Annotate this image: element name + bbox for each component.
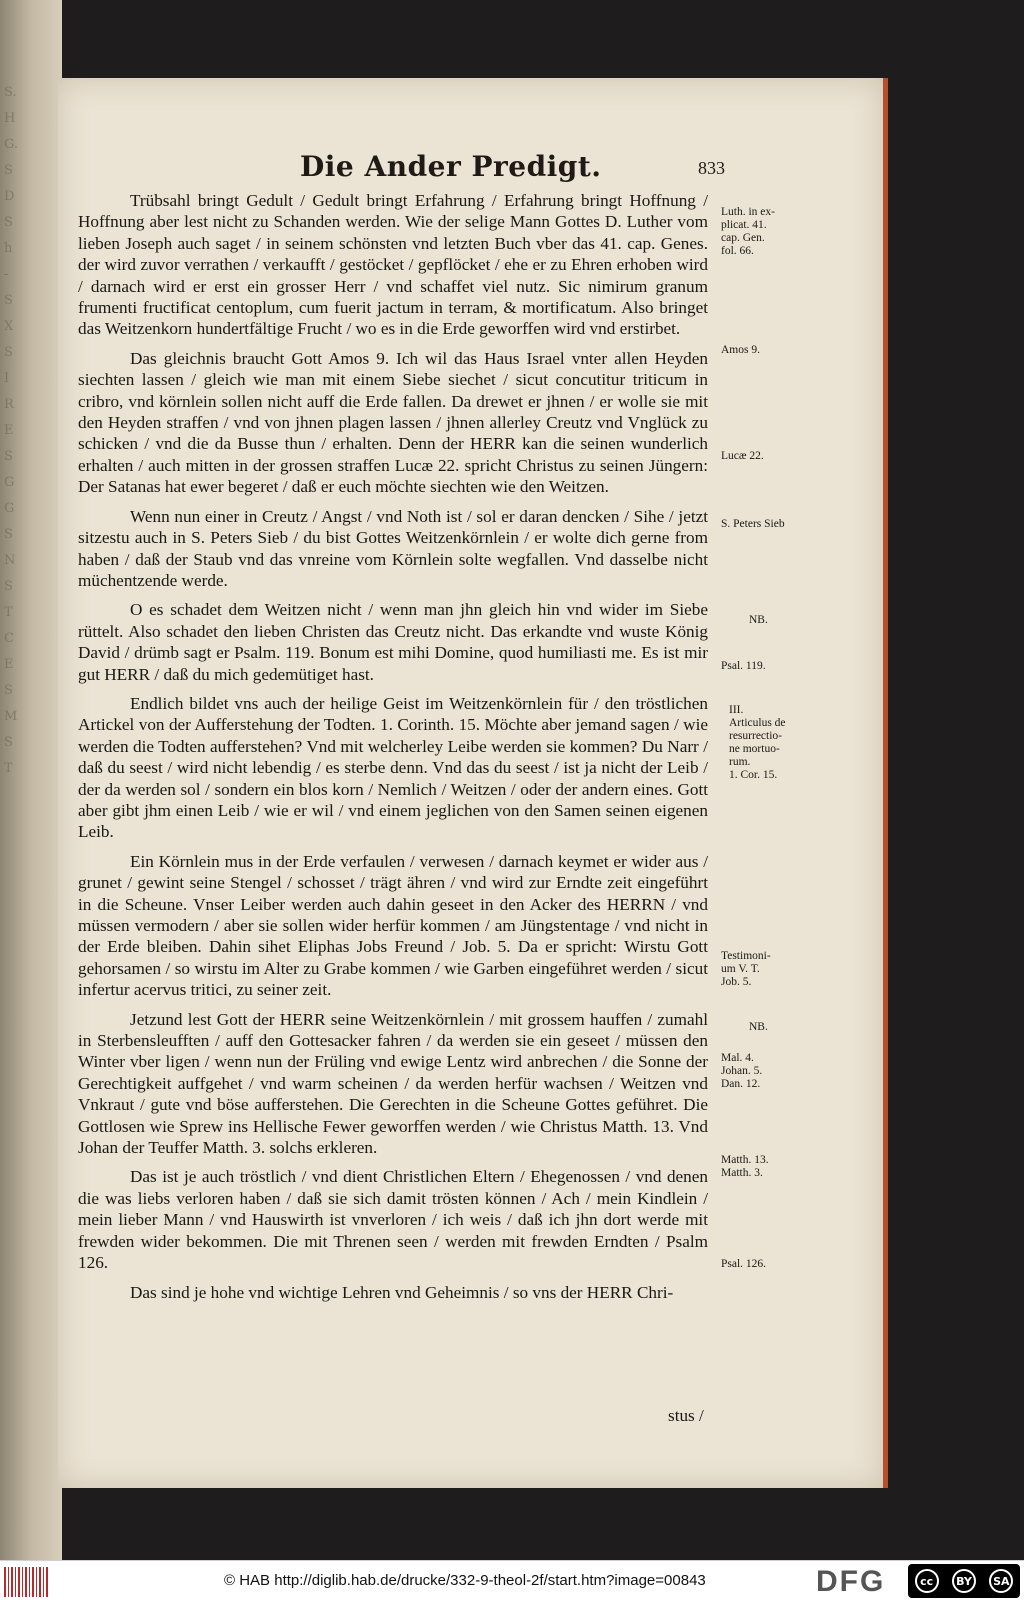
cc-icon: cc — [915, 1569, 939, 1593]
viewer-footer — [0, 1560, 1024, 1601]
marginal-note: Amos 9. — [721, 344, 760, 356]
facing-page-text: S. H G. S D S h - S X S I R E S G G S N S T C E S M S T — [4, 85, 19, 776]
book-page — [58, 78, 888, 1488]
marginal-note: Testimoni- um V. T. Job. 5. — [721, 950, 771, 988]
marginal-note: Lucæ 22. — [721, 450, 764, 462]
by-icon: BY — [952, 1569, 976, 1593]
dfg-logo: DFG — [816, 1565, 886, 1598]
marginal-note: NB. — [749, 614, 768, 626]
paragraph: Wenn nun einer in Creutz / Angst / vnd Noth ist / sol er daran dencken / Sihe / jetzt sitzestu auch in S. Peters Sieb / du bist Gottes Weitzenkörnlein / er wolte dich gerne from haben / daß der Staub vnd das vnreine vom Körnlein solte wegfallen. Vnd dasselbe nicht müchentzende werde. — [78, 506, 708, 590]
catchword: stus / — [668, 1406, 704, 1425]
running-header — [58, 150, 883, 190]
source-link[interactable]: © HAB http://diglib.hab.de/drucke/332-9-theol-2f/start.htm?image=00843 — [224, 1572, 706, 1589]
page-number: 833 — [698, 158, 725, 178]
facing-page-edge — [0, 0, 62, 1560]
marginal-note: Psal. 126. — [721, 1258, 767, 1270]
paragraph: Das gleichnis braucht Gott Amos 9. Ich wil das Haus Israel vnter allen Heyden siechten lassen / gleich wie man mit einem Siebe siechet / sicut concutitur triticum in cribro, vnd körnlein sollen nicht auff die Erde fallen. Da drewet er jhnen / er wolle sie mit den Heyden straffen / vnd von jhnen plagen lassen / jhnen allerley Creutz vnd Vnglück zu schicken / vnd die da Busse thun / erhalten. Denn der HERR kan die seinen wunderlich erhalten / auch mitten in der grossen straffen Lucæ 22. spricht Christus zu seinen Jüngern: Der Satanas hat ewer begeret / daß er euch möchte siechten wie den Weitzen. — [78, 348, 708, 497]
marginal-note: Mal. 4. Johan. 5. Dan. 12. — [721, 1052, 763, 1090]
paragraph: O es schadet dem Weitzen nicht / wenn man jhn gleich hin vnd wider im Siebe rüttelt. Also schadet den lieben Christen das Creutz nicht. Das erkandte vnd wuste König David / drümb sagt er Psalm. 119. Bonum est mihi Domine, quod humiliasti me. Es ist mir gut HERR / daß du mich gedemütiget hast. — [78, 600, 708, 684]
paragraph: Das ist je auch tröstlich / vnd dient Christlichen Eltern / Ehegenossen / vnd denen die was liebs verloren haben / daß sie sich damit trösten können / Ach / mein Kindlein / mein lieber Mann / vnd Hauswirth ist vnverloren / ich weis / daß ich jhn dort werde mit frewden wider bekommen. Die mit Threnen seen / werden mit frewden Erndten / Psalm 126. — [78, 1167, 708, 1273]
sa-icon: SA — [989, 1569, 1013, 1593]
paragraph: Jetzund lest Gott der HERR seine Weitzenkörnlein / mit grossem hauffen / zumahl in Sterbensleufften / auff den Gottesacker fahren / da werden sie ein geseet / müssen den Winter vber ligen / wenn nun der Früling vnd ewige Lentz wird anbrechen / die Sonne der Gerechtigkeit auffgehet / vnd warm scheinen / da werden herfür wachsen / Weitzen vnd Vnkraut / gute vnd böse aufferstehen. Die Gerechten in die Scheune Gottes geführet. Die Gottlosen wie Sprew ins Hellische Fewer geworffen werden / wie Christus Matth. 13. Vnd Johan der Teuffer Matth. 3. solchs erkleren. — [78, 1009, 708, 1158]
marginal-note: Matth. 13. Matth. 3. — [721, 1154, 769, 1179]
paragraph: Trübsahl bringt Gedult / Gedult bringt Erfahrung / Erfahrung bringt Hoffnung / Hoffnung aber lest nicht zu Schanden werden. Wie der selige Mann Gottes D. Luther vom lieben Joseph auch saget / in seinem schönsten vnd letzten Buch vber das 41. cap. Genes. der wird zuvor verrathen / verkaufft / gestöcket / gepflöcket / ehe er zu Ehren erhoben wird / darnach wird er erst ein grosser Herr / vnd schaffet viel nutz. Sic nimirum granum frumenti fructificat centoplum, cum fuerit jactum in terram, & mortificatum. Also bringet das Weitzenkorn hundertfältige Frucht / wo es in die Erde geworffen wird vnd erstirbet. — [78, 191, 708, 339]
paragraph: Ein Körnlein mus in der Erde verfaulen / verwesen / darnach keymet er wider aus / grunet / gewint seine Stengel / schosset / trägt ähren / vnd wird zur Erndte zeit eingeführt in die Scheune. Vnser Leiber werden auch dahin geseet in den Acker des HERRN / vnd müssen vermodern / aber sie sollen wider herfür kommen / am Jüngstentage / vnd nicht in der Erde bleiben. Dahin sihet Eliphas Jobs Freund / Job. 5. Da er spricht: Wirstu Gott gehorsamen / so wirstu im Alter zu Grabe kommen / wie Garben eingeführet werden / sicut infertur acervus tritici, zu seiner zeit. — [78, 851, 708, 1000]
marginal-note: S. Peters Sieb — [721, 518, 785, 530]
page-title: Die Ander Predigt. — [300, 150, 602, 183]
cc-license-badge[interactable] — [908, 1564, 1020, 1598]
marginal-note: Psal. 119. — [721, 660, 766, 672]
marginal-note: III. Articulus de resurrectio- ne mortuo- rum. 1. Cor. 15. — [729, 704, 786, 781]
paragraph: Endlich bildet vns auch der heilige Geist im Weitzenkörnlein für / den tröstlichen Artickel von der Aufferstehung der Todten. 1. Corinth. 15. Möchte aber jemand sagen / wie werden die Todten aufferstehen? Vnd mit welcherley Leibe werden sie kommen? Du Narr / daß du seest / wird nicht lebendig / es sterbe denn. Vnd das du seest / ist ja nicht der Leib / der da werden sol / sondern ein blos korn / Nemlich / Weitzen / oder der andern eines. Gott aber gibt jhm einen Leib / wie er wil / vnd einem jeglichen von den Samen seinen eigenen Leib. — [78, 693, 708, 842]
barcode-icon — [4, 1567, 48, 1597]
paragraph: Das sind je hohe vnd wichtige Lehren vnd Geheimnis / so vns der HERR Chri- — [130, 1282, 674, 1302]
body-text — [78, 190, 708, 1303]
marginal-note: Luth. in ex- plicat. 41. cap. Gen. fol. 66. — [721, 206, 775, 257]
marginal-note: NB. — [749, 1021, 768, 1033]
